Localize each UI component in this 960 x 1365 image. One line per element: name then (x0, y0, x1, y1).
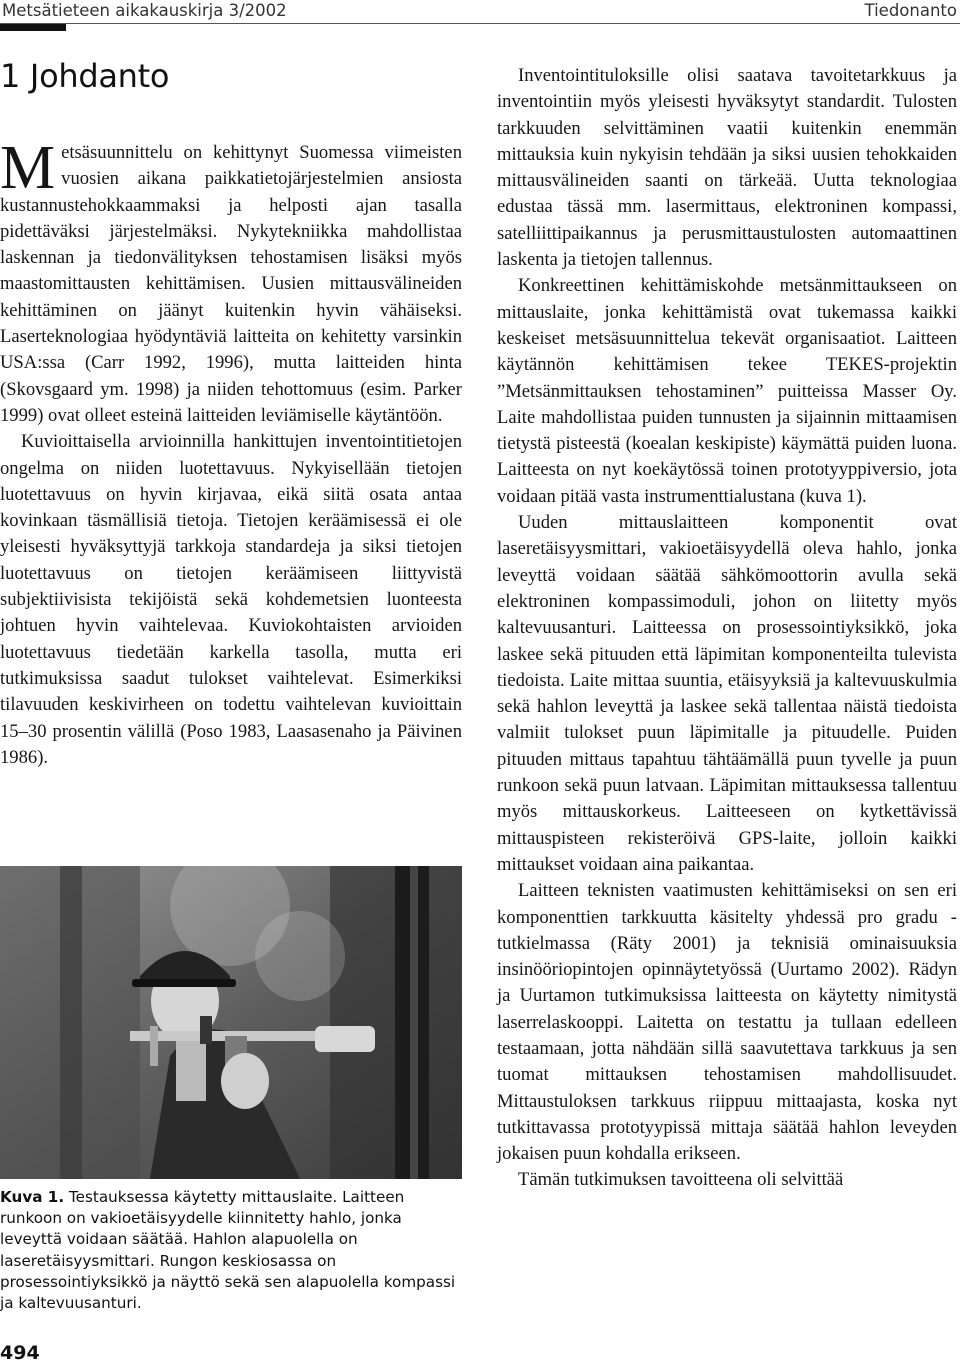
left-column (0, 134, 462, 771)
section-heading: 1 Johdanto (0, 57, 170, 95)
section-label: Tiedonanto (864, 1, 957, 20)
caption-text: Testauksessa käytetty mittauslaite. Laitteen runkoon on vakioetäisyydelle kiinnitetty hahlo, jonka leveyttä voidaan säätää. Hahlon alapuolella on laseretäisyysmittari. Rungon keskiosassa on prosessointiyksikkö ja näyttö sekä sen alapuolella kompassi ja kaltevuusanturi. (0, 1188, 456, 1313)
header-rule (0, 23, 960, 24)
paragraph: Uuden mittauslaitteen komponentit ovat laseretäisyysmittari, vakioetäisyydellä oleva hahlo, jonka leveyttä voidaan säätää sähkömoottorin avulla sekä elektroninen kompassimoduli, johon on liitetty myös kaltevuusanturi. Laitteessa on prosessointiyksikkö, joka laskee sekä pituuden että läpimitan komponenteilta tulevista tiedoista. Laite mittaa suuntia, etäisyyksiä ja kaltevuuskulmia sekä hahlon leveyttä ja laskee sekä tallentaa näistä tiedoista valmiit tulokset puun läpimitalle ja pituudelle. Puiden pituuden mittaus tapahtuu tähtäämällä puun tyvelle ja puun runkoon sekä puun latvaan. Läpimitan mittauksessa tallentuu myös mittauskorkeus. Laitteeseen on kytkettävissä mittauspisteen rekisteröivä GPS-laite, jolloin kaikki mittaukset voidaan aina paikantaa. (497, 512, 957, 875)
page-number: 494 (0, 1342, 40, 1364)
paragraph: Kuvioittaisella arvioinnilla hankittujen inventointitietojen ongelma on niiden luotettavuus. Nykyisellään tietojen luotettavuus on hyvin kirjavaa, eikä siitä osata antaa kovinkaan täsmällisiä tietoja. Tietojen keräämisessä ei ole yleisesti hyväksyttyjä tarkkoja standardeja ja siksi tietojen luotettavuus on tietojen keräämiseen liittyvistä subjektiivisista tekijöistä sekä kohdemetsien luonteesta johtuen hyvin vaihtelevaa. Kuviokohtaisten arvioiden luotettavuus tiedetään karkella tasolla, mutta eri tutkimuksissa saadut tulokset vaihtelevat. Esimerkiksi tilavuuden keskivirheen on todettu vaihtelevan kuvioittain 15–30 prosentin välillä (Poso 1983, Laasasenaho ja Päivinen 1986). (0, 431, 462, 768)
intro-paragraph (0, 134, 462, 429)
caption-label: Kuva 1. (0, 1188, 65, 1206)
header-accent-bar (0, 24, 66, 31)
running-header (0, 0, 960, 28)
paragraph: Inventointituloksille olisi saatava tavoitetarkkuus ja inventointiin myös yleisesti hyväksytyt standardit. Tulosten tarkkuuden selvittäminen vaatii kuitenkin enemmän mittauksia kuin nykyisin tehdään ja siksi uusien tehokkaiden mittausvälineiden saanti on tärkeää. Uutta teknologiaa edustaa tässä mm. lasermittaus, elektroninen kompassi, satelliittipaikannus ja perusmittaustulosten automaattinen laskenta ja tietojen tallennus. (497, 65, 957, 271)
drop-cap: M (0, 134, 56, 202)
paragraph: Konkreettinen kehittämiskohde metsänmittaukseen on mittauslaite, jonka kehittämistä ovat tukemassa kaikki keskeiset metsäsuunnittelua tekevät organisaatiot. Laitteen käytännön kehittämisen tekee TEKES-projektin ”Metsänmittauksen tehostaminen” puitteissa Masser Oy. Laite mahdollistaa puiden tunnusten ja sijainnin mittaamisen tietystä pisteestä (koealan keskipiste) käymättä puiden luona. Laitteesta on nyt koekäytössä toinen prototyyppiversio, jota voidaan pitää vasta instrumenttialustana (kuva 1). (497, 275, 957, 507)
forest-photo-illustration (0, 866, 462, 1179)
journal-title: Metsätieteen aikakauskirja 3/2002 (2, 1, 287, 20)
paragraph: Laitteen teknisten vaatimusten kehittämiseksi on sen eri komponenttien tarkkuutta käsitelty yhdessä pro gradu -tutkielmassa (Räty 2001) ja teknisiä ominaisuuksia insinööriopintojen opinnäytetyössä (Uurtamo 2002). Rädyn ja Uurtamon tutkimuksissa laitteesta on käytetty nimitystä laserrelaskooppi. Laitetta on testattu ja tullaan edelleen testaamaan, jotta nähdään sillä saavutettava tarkkuus ja sen tuomat mittauksen tehostamisen mahdollisuudet. Mittaustuloksen tarkkuus riippuu mittaajasta, koska nyt tutkittavassa prototyypissä mittaja säätää hahlon leveyden jokaisen puun kohdalla erikseen. (497, 880, 957, 1165)
figure-photo (0, 866, 462, 1179)
right-column (497, 63, 957, 1194)
paragraph: Tämän tutkimuksen tavoitteena oli selvittää (518, 1169, 844, 1191)
intro-paragraph-text: etsäsuunnittelu on kehittynyt Suomessa viimeisten vuosien aikana paikkatietojärjestelmien ansiosta kustannustehokkaammaksi ja helposti ajan tasalla pidettäväksi järjestelmäksi. Nykytekniikka mahdollistaa laskennan ja tiedonvälityksen tehostamisen lisäksi myös maastomittausten kehittämisen. Uusien mittausvälineiden kehittäminen on jäänyt kuitenkin hyvin vähäiseksi. Laserteknologiaa hyödyntäviä laitteita on kehitetty varsinkin USA:ssa (Carr 1992, 1996), mutta laitteiden hinta (Skovsgaard ym. 1998) ja niiden tehottomuus (esim. Parker 1999) ovat olleet esteinä laitteiden leviämiselle käytäntöön. (0, 142, 462, 426)
figure-caption (0, 1187, 466, 1314)
